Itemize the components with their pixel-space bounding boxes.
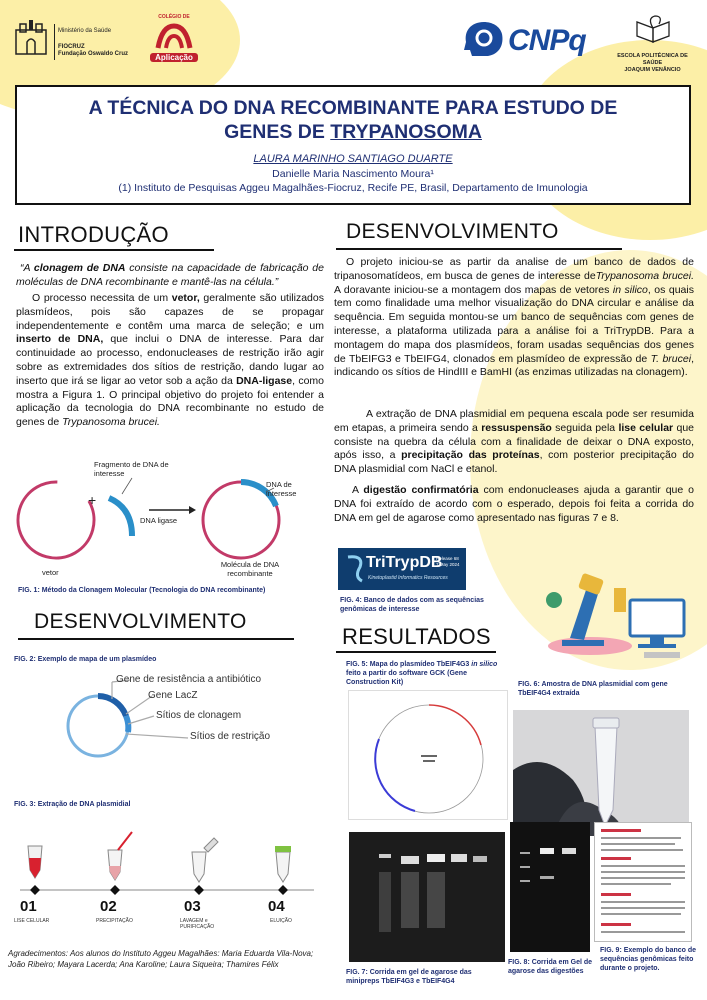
intro-p1-e: que inclui o DNA de interesse. Para dar continuidade ao processo, endonucleases de restrição irão agir sobre as extremidades dos sítios de restrição, dando lugar ao inserto que irá se ligar ao vetor sob a ação da (16, 333, 324, 387)
escola-book-icon (633, 12, 673, 48)
cnpq-logo (462, 20, 602, 60)
colegio-top-text: COLÉGIO DE (158, 14, 190, 20)
cnpq-head-icon (462, 20, 506, 58)
intro-rule (14, 249, 214, 251)
fig1-vetor-label: vetor (42, 568, 59, 577)
tritrypdb-banner (338, 548, 466, 590)
intro-p1-c: geralmente são utilizados plasmídeos, pois são capazes de se propagar independentemente e contêm uma marca de seleção; e um (16, 292, 324, 332)
dev-right-p1-c: A doravante iniciou-se a montagem dos mapas de vetores (334, 283, 613, 296)
colegio-word: Aplicação (150, 53, 198, 62)
dev-right-heading: DESENVOLVIMENTO (346, 220, 559, 243)
escola-line1: ESCOLA POLITÉCNICA DE SAÚDE (617, 53, 688, 66)
results-rule (336, 651, 496, 653)
fig2-label-lacz: Gene LacZ (148, 690, 198, 701)
coauthor: Danielle Maria Nascimento Moura¹ (272, 168, 434, 180)
dev-right-p2-f: precipitação das proteínas (401, 449, 540, 462)
acknowledgements: Agradecimentos: Aos alunos do Instituto Aggeu Magalhães: Maria Eduarda Vila-Nova; João Ribeiro; Mayara Lacerda; Ana Karoline; Laura Siqueira; Thamires Félix (8, 949, 314, 969)
dev-right-p2-e: que consiste na quebra da célula com a finalidade de deixar o DNA exposto, após isso, a (334, 421, 695, 462)
colegio-emblem-icon (154, 22, 194, 52)
fig3-step2-num: 02 (100, 898, 117, 915)
fig6-caption: FIG. 6: Amostra de DNA plasmidial com gene TbEIF4G4 extraída (518, 681, 668, 697)
fig5-caption-a: FIG. 5: Mapa do plasmídeo TbEIF4G3 (346, 661, 472, 668)
tritrypdb-sub: Kinetoplastid Informatics Resources (368, 575, 448, 581)
dev-right-p1 (334, 256, 694, 380)
fig2-label-cloning: Sítios de clonagem (156, 710, 242, 721)
fig7-gel-svg (349, 832, 505, 962)
fig2-label-resistance: Gene de resistência a antibiótico (116, 674, 262, 685)
dev-right-p3-a: A (352, 484, 364, 496)
dev-right-p2 (334, 408, 694, 477)
fig3-step1-label: LISE CELULAR (14, 918, 50, 924)
intro-p1-h: Trypanosoma brucei. (62, 416, 160, 429)
intro-p1-g: , como mostra a Figura 1. O principal objetivo do projeto foi entender a aplicação da tecnologia do DNA recombinante no estudo de genes de (16, 374, 324, 429)
fig3-extraction (14, 830, 324, 930)
fig1-caption: FIG. 1: Método da Clonagem Molecular (Tecnologia do DNA recombinante) (18, 587, 266, 594)
fig1-molecula-label: Molécula de DNA recombinante (220, 560, 280, 578)
fig3-step1-num: 01 (20, 898, 37, 915)
colegio-aplicacao-logo (150, 14, 198, 66)
intro-p1-a: O processo necessita de um (32, 292, 172, 304)
intro-p1-b: vetor, (171, 292, 200, 304)
dev-right-p1-e: , os quais tem como finalidade uma melhor visualização do DNA circular e análise da sequência. Em seguida montou-se um banco de sequências com genes de interesse, a plataforma utilizada para a análise foi a TriTrypDB. Para a montagem do mapa dos plasmídeos, foram usadas sequências dos genes de TbEIFG3 e TbEIFG4, clonados em plasmídeo de expressão de (334, 283, 694, 365)
dev-right-p1-g: , indicando os sítios de HindIII e BamHI (as enzimas utilizadas na clonagem). (334, 352, 694, 379)
fig8-caption: FIG. 8: Corrida em Gel de agarose das digestões (508, 959, 593, 975)
dev-left-rule (18, 638, 294, 640)
fig2-caption: FIG. 2: Exemplo de mapa de um plasmídeo (14, 656, 157, 663)
fiocruz-text: FIOCRUZ (58, 44, 85, 50)
fig1-ligase-label: DNA ligase (140, 516, 178, 525)
fig5-plasmid-map (348, 690, 508, 820)
escola-logo (610, 12, 695, 73)
intro-quote (16, 262, 324, 290)
intro-p1-d: inserto de DNA, (16, 333, 104, 346)
tritrypdb-logo-icon (342, 553, 368, 585)
fig7-caption: FIG. 7: Corrida em gel de agarose das minipreps TbEIF4G3 e TbEIF4G4 (346, 969, 472, 985)
dev-right-p3-b: digestão confirmatória (363, 484, 479, 496)
dev-right-rule (336, 248, 622, 250)
author: LAURA MARINHO SANTIAGO DUARTE (253, 153, 453, 165)
tritrypdb-date: 7 May 2024 (436, 562, 460, 567)
fig3-step3-num: 03 (184, 898, 201, 915)
intro-paragraph (16, 292, 324, 430)
dev-right-p3-c: com endonucleases ajuda a garantir que o DNA foi extraído de acordo com o esperado, depois foi feita a corrida do DNA em gel de agarose como apresentado nas figuras 7 e 8. (334, 484, 694, 524)
fig1-fragment-label: Fragmento de DNA de interesse (94, 460, 169, 478)
fig4-caption: FIG. 4: Banco de dados com as sequências genômicas de interesse (340, 597, 484, 613)
results-heading: RESULTADOS (342, 624, 491, 649)
lab-illustration (540, 560, 700, 660)
fiocruz-castle-icon (14, 18, 48, 56)
fig5-caption (346, 660, 506, 687)
quote-open: “A (20, 262, 34, 274)
quote-bold: clonagem de DNA (33, 262, 126, 274)
fig2-plasmid-map (60, 668, 320, 768)
dev-right-p1-a: O projeto iniciou-se as partir da analise de um banco de dados de tripanosomatídeos, em busca de genes de interesse de (334, 256, 694, 282)
title-box (15, 85, 691, 205)
fig3-step2-label: PRECIPITAÇÃO (96, 918, 133, 924)
fig3-step4-num: 04 (268, 898, 285, 915)
dev-right-p1-f: T. brucei (650, 352, 692, 365)
fundacao-text: Fundação Oswaldo Cruz (58, 51, 129, 57)
dev-right-p2-c: seguida pela (551, 421, 619, 434)
dev-right-p2-d: lise celular (618, 421, 674, 434)
intro-heading: INTRODUÇÃO (18, 222, 169, 247)
quote-rest: consiste na capacidade de fabricação de moléculas de DNA recombinante e mantê-las na célula.” (16, 262, 324, 288)
fig5-caption-b: in silico (471, 661, 498, 668)
title-line2-underlined: TRYPANOSOMA (330, 121, 482, 143)
dev-right-p1-b: Trypanosoma brucei. (595, 269, 694, 282)
fig1-diagram (14, 458, 324, 580)
intro-p1-f: DNA-ligase (236, 374, 293, 387)
fig6-tube-photo (513, 710, 689, 836)
fig6-photo (513, 710, 689, 836)
fig7-gel-photo (349, 832, 505, 962)
ministry-text: Ministério da Saúde (58, 28, 112, 34)
fig3-steps-svg (14, 830, 324, 900)
fig3-step4-label: ELUIÇÃO (270, 918, 292, 924)
fig5-caption-c: feito a partir do software GCK (Gene Construction Kit) (346, 670, 467, 686)
dev-right-p1-d: in silico (612, 283, 648, 296)
fig9-caption: FIG. 9: Exemplo do banco de sequências genômicas feito durante o projeto. (600, 947, 697, 972)
dev-right-p3 (334, 484, 694, 525)
fig8-gel-photo (510, 822, 590, 952)
tritrypdb-name: TriTrypDB (366, 554, 443, 571)
fig3-caption: FIG. 3: Extração de DNA plasmidial (14, 801, 131, 808)
title-line2-prefix: GENES DE (224, 121, 331, 143)
fig9-sequence-doc (595, 823, 692, 942)
ministry-logo (14, 18, 48, 56)
dev-right-p2-g: , com posterior precipitação do DNA plasmidial com NaCl e etanol. (334, 449, 695, 476)
affiliation: (1) Instituto de Pesquisas Aggeu Magalhães-Fiocruz, Recife PE, Brasil, Departamento de Imunologia (118, 182, 588, 194)
escola-line2: JOAQUIM VENÂNCIO (624, 67, 681, 73)
title-line2 (17, 120, 689, 144)
fig9-document (594, 822, 692, 942)
dev-left-heading: DESENVOLVIMENTO (34, 610, 247, 633)
fig5-plasmid-svg (349, 691, 508, 820)
ministry-divider (54, 24, 55, 60)
fig3-step3-label: LAVAGEM e PURIFICAÇÃO (180, 918, 215, 930)
fig8-gel-svg (510, 822, 590, 952)
cnpq-text: CNPq (508, 24, 586, 57)
poster-title (17, 96, 689, 144)
microscope-computer-icon (540, 560, 700, 660)
fig2-label-restriction: Sítios de restrição (190, 731, 271, 742)
dev-right-p2-a: A extração de DNA plasmidial em pequena escala pode ser resumida em etapas, a primeira sendo a (334, 408, 694, 434)
fig1-dna-interesse-label: DNA de interesse (266, 480, 297, 498)
title-line1: A TÉCNICA DO DNA RECOMBINANTE PARA ESTUDO DE (88, 97, 618, 119)
fig1-plus: + (88, 492, 97, 508)
dev-right-p2-b: ressuspensão (481, 421, 552, 434)
tritrypdb-release: Release 68 (436, 556, 459, 561)
